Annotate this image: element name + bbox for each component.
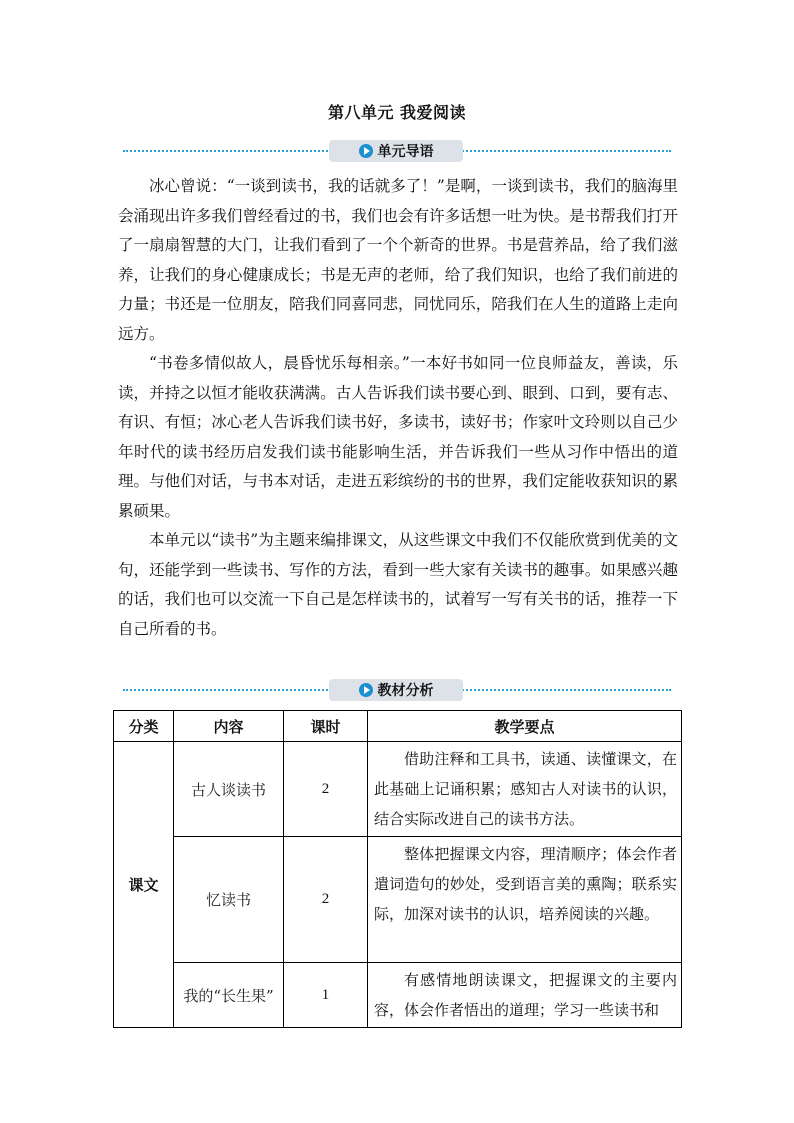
hours-cell: 2 [284,837,368,963]
points-text: 有感情地朗读课文，把握课文的主要内容，体会作者悟出的道理；学习一些读书和 [374,971,677,1019]
section-label: 教材分析 [377,683,434,699]
points-cell [368,963,682,1028]
page-title: 第八单元 我爱阅读 [327,103,467,122]
intro-paragraph: 冰心曾说：“一谈到读书，我的话就多了！”是啊，一谈到读书，我们的脑海里会涌现出许多我们曾经看过的书，我们也会有许多话想一吐为快。是书帮我们打开了一扇扇智慧的大门，让我们看到了一个个新奇的世界。书是营养品，给了我们滋养，让我们的身心健康成长；书是无声的老师，给了我们知识，也给了我们前进的力量；书还是一位朋友，陪我们同喜同悲，同忧同乐，陪我们在人生的道路上走向远方。 [118,177,678,343]
points-text: 借助注释和工具书，读通、读懂课文，在此基础上记诵积累；感知古人对读书的认识，结合实际改进自己的读书方法。 [374,750,677,828]
section-badge-analysis [329,679,463,701]
table-row [114,963,682,1028]
play-arrow-icon [359,144,373,158]
points-text: 整体把握课文内容，理清顺序；体会作者遣词造句的妙处，受到语言美的熏陶；联系实际，加深对读书的认识，培养阅读的兴趣。 [374,845,677,923]
intro-paragraph: “书卷多情似故人，晨昏忧乐每相亲。”一本好书如同一位良师益友，善读，乐读，并持之以恒才能收获满满。古人告诉我们读书要心到、眼到、口到，要有志、有识、有恒；冰心老人告诉我们读书好，多读书，读好书；作家叶文玲则以自己少年时代的读书经历启发我们读书能影响生活，并告诉我们一些从习作中悟出的道理。与他们对话，与书本对话，走进五彩缤纷的书的世界，我们定能收获知识的累累硕果。 [118,354,678,520]
table-row [114,742,682,837]
intro-paragraph: 本单元以“读书”为主题来编排课文，从这些课文中我们不仅能欣赏到优美的文句，还能学到一些读书、写作的方法，看到一些大家有关读书的趣事。如果感兴趣的话，我们也可以交流一下自己是怎样读书的，试着写一写有关书的话，推荐一下自己所看的书。 [118,531,678,638]
section-header-analysis [123,679,671,701]
section-header-intro [123,140,671,162]
play-arrow-icon [359,683,373,697]
section-badge-intro [329,140,463,162]
points-cell [368,837,682,963]
header-content: 内容 [174,711,284,742]
content-cell: 忆读书 [174,837,284,963]
header-hours: 课时 [284,711,368,742]
hours-cell: 2 [284,742,368,837]
hours-cell: 1 [284,963,368,1028]
content-cell: 我的“长生果” [174,963,284,1028]
table-row [114,837,682,963]
analysis-table [113,710,682,1028]
section-label: 单元导语 [377,144,434,160]
category-cell: 课文 [114,742,174,1028]
content-cell: 古人谈读书 [174,742,284,837]
points-cell [368,742,682,837]
table-header-row [114,711,682,742]
header-category: 分类 [114,711,174,742]
header-points: 教学要点 [368,711,682,742]
unit-intro-text [118,172,678,644]
